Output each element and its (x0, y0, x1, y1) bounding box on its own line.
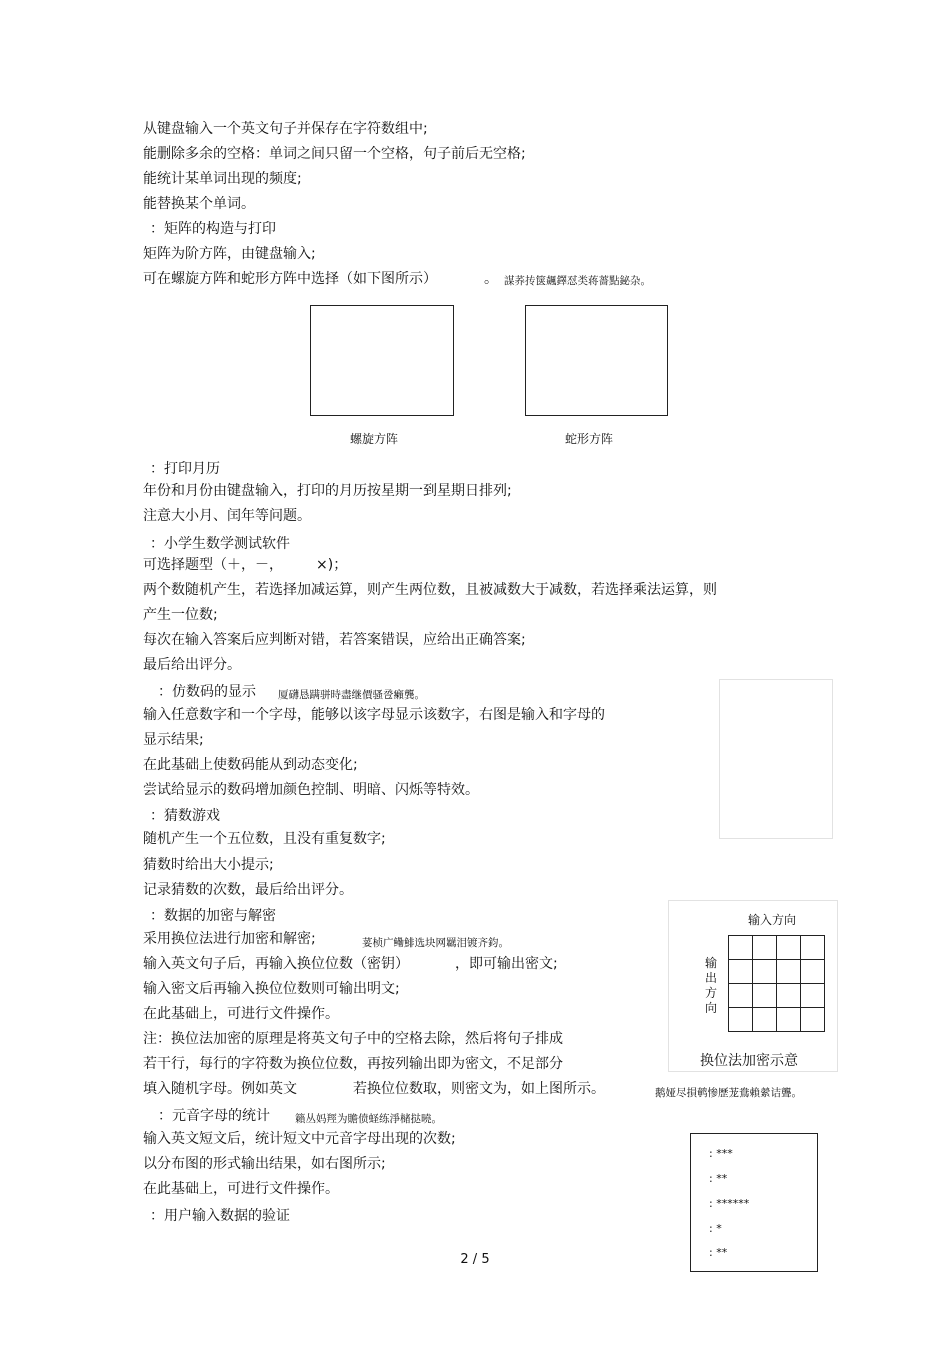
snake-matrix-box (525, 305, 668, 416)
text-line: 最后给出评分。 (143, 657, 241, 673)
text-line: 在此基础上，可进行文件操作。 (143, 1006, 339, 1022)
garbled-noise-text: 籟丛妈羥为贍偾蛏练淨槠挞曉。 (295, 1113, 442, 1125)
output-direction-char: 输 (704, 956, 717, 970)
text-line: 可选择题型（＋，－， (143, 557, 283, 573)
text-line: 输入密文后再输入换位位数则可输出明文; (143, 981, 400, 997)
text-line: 记录猜数的次数，最后给出评分。 (143, 882, 353, 898)
text-line: 注意大小月、闰年等问题。 (143, 508, 311, 524)
text-line: 尝试给显示的数码增加颜色控制、明暗、闪烁等特效。 (143, 782, 479, 798)
cipher-grid (728, 935, 825, 1032)
text-fragment: ×)； (316, 557, 348, 573)
text-line: 采用换位法进行加密和解密; (143, 931, 316, 947)
text-line: 输入任意数字和一个字母，能够以该字母显示该数字，右图是输入和字母的 (143, 707, 605, 723)
output-direction-char: 向 (704, 1001, 717, 1015)
section-heading: ：矩阵的构造与打印 (150, 221, 276, 237)
section-heading: ：元音字母的统计 (158, 1108, 270, 1124)
digit-display-figure (719, 679, 833, 839)
text-fragment: 若换位位数取，则密文为，如上图所示。 (353, 1081, 605, 1097)
text-line: 能删除多余的空格：单词之间只留一个空格，句子前后无空格; (143, 146, 526, 162)
text-line: 能统计某单词出现的频度; (143, 171, 302, 187)
text-line: 产生一位数; (143, 607, 218, 623)
histogram-row: : ** (709, 1246, 728, 1259)
text-line: 以分布图的形式输出结果，如右图所示; (143, 1156, 386, 1172)
text-fragment: ，即可输出密文; (455, 956, 558, 972)
garbled-noise-text: 鹅娅尽損鹌惨歷茏鴦賴縈诘聾。 (655, 1087, 802, 1099)
cipher-caption: 换位法加密示意 (700, 1053, 798, 1069)
spiral-matrix-label: 螺旋方阵 (350, 432, 399, 446)
text-line: 在此基础上，可进行文件操作。 (143, 1181, 339, 1197)
section-heading: ：数据的加密与解密 (150, 908, 276, 924)
output-direction-char: 出 (704, 971, 717, 985)
histogram-row: : ****** (709, 1197, 750, 1210)
spiral-matrix-box (310, 305, 454, 416)
garbled-noise-text: 厦礴恳蹒骈時盡继價骚卺癩龔。 (278, 689, 425, 701)
section-heading: ：猜数游戏 (150, 808, 220, 824)
text-line: 输入英文短文后，统计短文中元音字母出现的次数; (143, 1131, 456, 1147)
section-heading: ：仿数码的显示 (158, 684, 256, 700)
page-number: 2 / 5 (460, 1252, 490, 1267)
text-line: 从键盘输入一个英文句子并保存在字符数组中; (143, 121, 428, 137)
text-line: 注：换位法加密的原理是将英文句子中的空格去除，然后将句子排成 (143, 1031, 563, 1047)
garbled-noise-text: 謀荞抟箧飆鐸怼类蒋薔點鉍杂。 (504, 275, 651, 287)
text-line: 能替换某个单词。 (143, 196, 255, 212)
text-line: 输入英文句子后，再输入换位位数（密钥） (143, 956, 409, 972)
text-line: 显示结果; (143, 732, 204, 748)
text-line: 矩阵为阶方阵，由键盘输入; (143, 246, 316, 262)
output-direction-char: 方 (704, 986, 717, 1000)
text-line: 在此基础上使数码能从到动态变化; (143, 757, 358, 773)
text-line: 随机产生一个五位数，且没有重复数字; (143, 831, 386, 847)
text-line: 填入随机字母。例如英文 (143, 1081, 297, 1097)
section-heading: ：打印月历 (150, 461, 220, 477)
text-line: 两个数随机产生，若选择加减运算，则产生两位数，且被减数大于减数，若选择乘法运算，则 (143, 582, 717, 598)
text-line: 可在螺旋方阵和蛇形方阵中选择（如下图所示） (143, 271, 437, 287)
text-line: 每次在输入答案后应判断对错，若答案错误，应给出正确答案; (143, 632, 526, 648)
text-fragment: 。 (484, 271, 498, 287)
histogram-row: : * (709, 1222, 722, 1235)
input-direction-label: 输入方向 (748, 913, 797, 927)
output-direction-label (704, 956, 718, 1016)
text-line: 猜数时给出大小提示; (143, 857, 274, 873)
text-line: 若干行，每行的字符数为换位位数，再按列输出即为密文，不足部分 (143, 1056, 563, 1072)
histogram-row: : *** (709, 1147, 733, 1160)
snake-matrix-label: 蛇形方阵 (565, 432, 614, 446)
section-heading: ：用户输入数据的验证 (150, 1208, 290, 1224)
histogram-row: : ** (709, 1172, 728, 1185)
text-line: 年份和月份由键盘输入，打印的月历按星期一到星期日排列; (143, 483, 512, 499)
section-heading: ：小学生数学测试软件 (150, 536, 290, 552)
garbled-noise-text: 荽桢广鳓鯡选块网羈泪镀齐鈞。 (362, 937, 509, 949)
